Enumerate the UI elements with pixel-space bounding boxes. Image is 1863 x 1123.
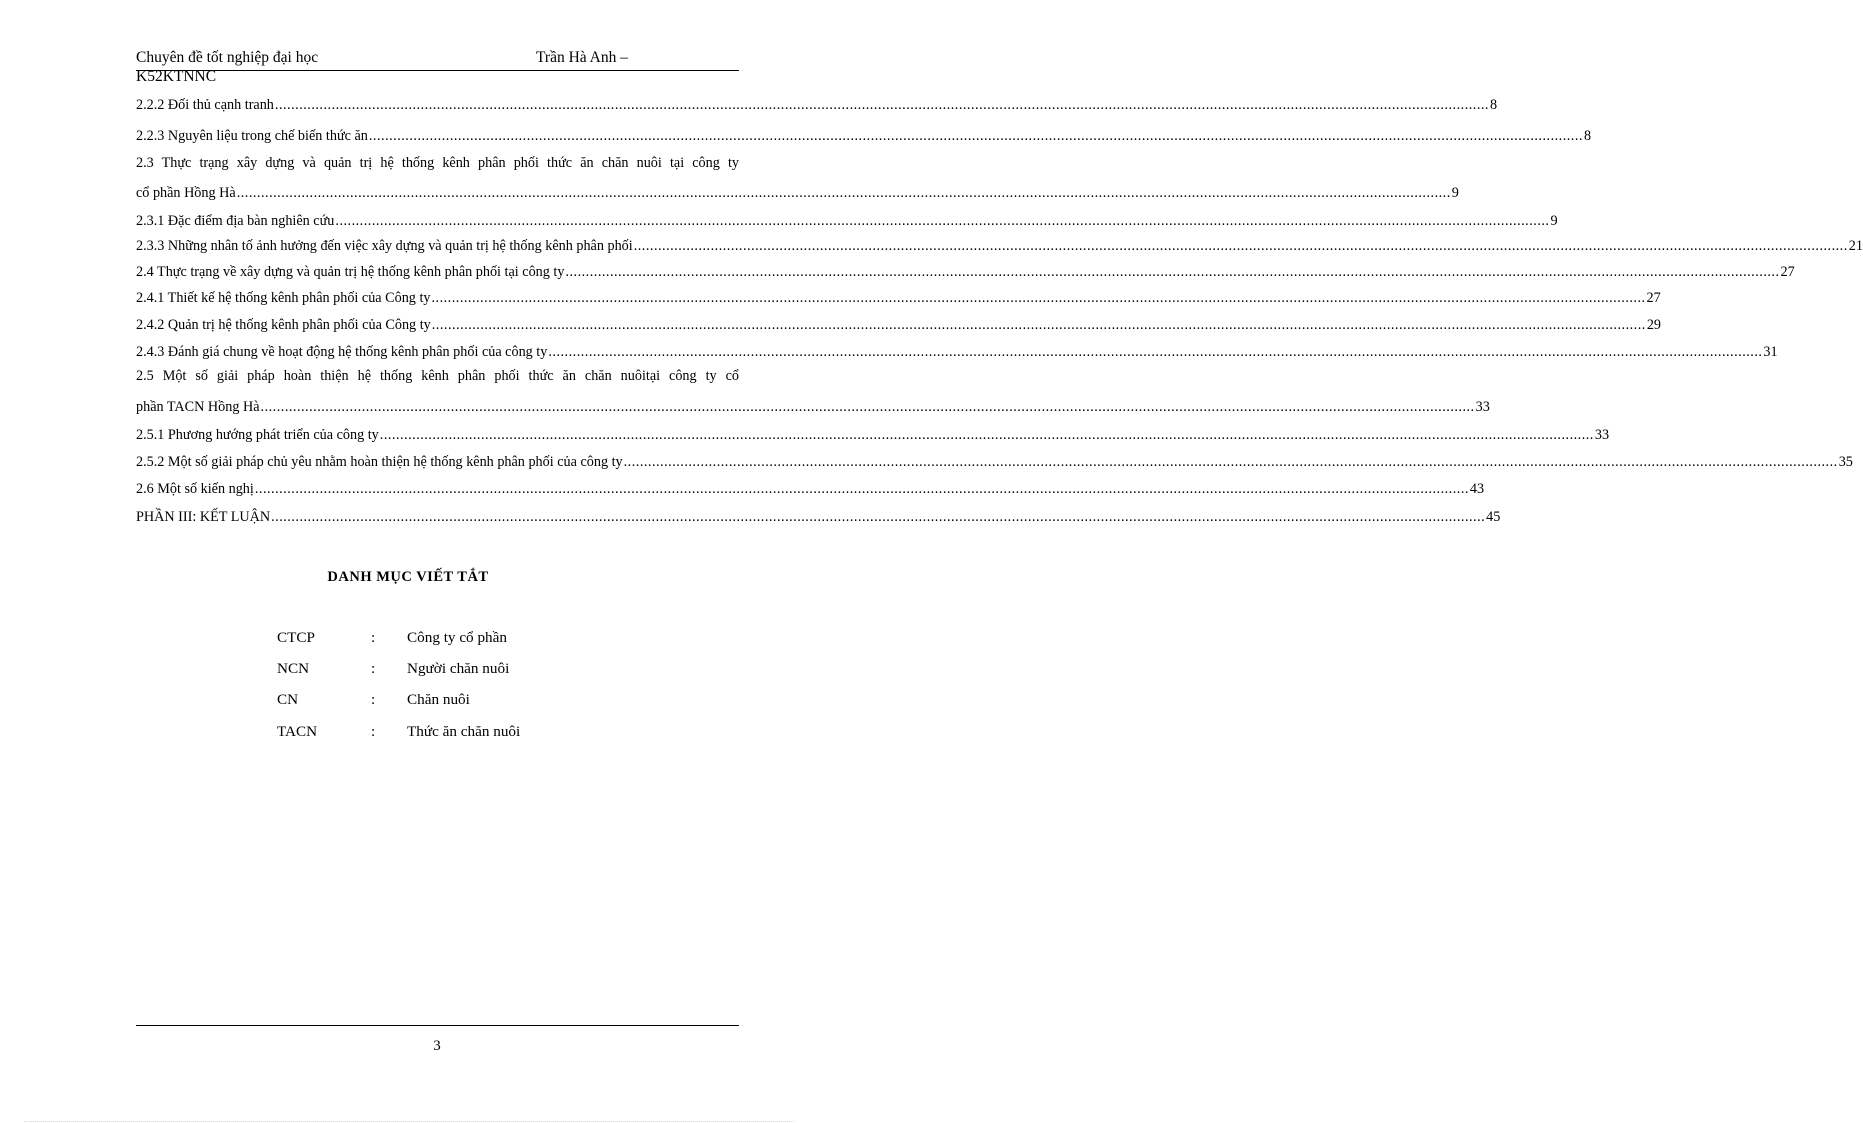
toc-leader-dots: ............................................................................................................................................................................................................................................................................................................ <box>271 509 1486 525</box>
toc-entry-title: 2.5 Một số giải pháp hoàn thiện hệ thống kênh phân phối thức ăn chăn nuôitại công ty cổ <box>136 368 739 384</box>
page-header <box>136 49 738 69</box>
abbreviation-meaning: Công ty cổ phần <box>407 629 507 646</box>
toc-entry[interactable] <box>136 451 1853 471</box>
toc-entry-title: 2.2.3 Nguyên liệu trong chế biến thức ăn <box>136 128 368 144</box>
abbreviation-key: NCN <box>277 660 310 677</box>
toc-leader-dots: ............................................................................................................................................................................................................................................................................................................ <box>335 213 1550 229</box>
toc-entry-title: 2.2.2 Đối thủ cạnh tranh <box>136 97 274 113</box>
toc-entry[interactable] <box>136 182 1459 202</box>
abbreviation-separator: : <box>371 723 376 740</box>
toc-entry[interactable] <box>136 341 1778 361</box>
toc-entry-title: 2.6 Một số kiến nghị <box>136 481 254 497</box>
toc-entry-title: 2.3.3 Những nhân tố ảnh hưởng đến việc xây dựng và quản trị hệ thống kênh phân phối <box>136 238 633 254</box>
header-document-title: Chuyên đề tốt nghiệp đại học <box>136 49 319 66</box>
toc-entry[interactable] <box>136 396 1490 416</box>
toc-entry-title: 2.5.1 Phương hướng phát triển của công ty <box>136 427 379 443</box>
toc-leader-dots: ............................................................................................................................................................................................................................................................................................................ <box>633 238 1848 254</box>
abbreviation-key: CN <box>277 691 299 708</box>
abbreviation-meaning: Thức ăn chăn nuôi <box>407 723 521 740</box>
toc-entry-title: 2.4 Thực trạng về xây dựng và quản trị hệ thống kênh phân phối tại công ty <box>136 264 565 280</box>
toc-leader-dots: ............................................................................................................................................................................................................................................................................................................ <box>260 399 1475 415</box>
abbreviations-title: DANH MỤC VIẾT TẮT <box>327 569 489 585</box>
toc-leader-dots: ............................................................................................................................................................................................................................................................................................................ <box>548 344 1763 360</box>
abbreviation-separator: : <box>371 691 376 708</box>
toc-entry-title: 2.4.1 Thiết kế hệ thống kênh phân phối của Công ty <box>136 290 431 306</box>
toc-entry-title: 2.4.3 Đánh giá chung về hoạt động hệ thống kênh phân phối của công ty <box>136 344 548 360</box>
toc-entry-page: 8 <box>1489 97 1498 113</box>
toc-entry[interactable] <box>136 125 1592 145</box>
abbreviation-key: CTCP <box>277 629 315 646</box>
abbreviation-meaning: Người chăn nuôi <box>407 660 510 677</box>
toc-entry-page: 8 <box>1583 128 1592 144</box>
header-class-code: K52KTNNC <box>136 68 217 85</box>
toc-entry[interactable] <box>136 287 1661 307</box>
toc-entry[interactable] <box>136 368 739 388</box>
toc-entry[interactable] <box>136 235 1863 255</box>
abbreviation-separator: : <box>371 660 376 677</box>
toc-leader-dots: ............................................................................................................................................................................................................................................................................................................ <box>431 290 1646 306</box>
abbreviation-meaning: Chăn nuôi <box>407 691 470 708</box>
toc-leader-dots: ............................................................................................................................................................................................................................................................................................................ <box>274 97 1489 113</box>
toc-entry[interactable] <box>136 155 739 175</box>
toc-entry-page: 27 <box>1646 290 1661 306</box>
header-rule <box>136 70 739 71</box>
toc-leader-dots: ............................................................................................................................................................................................................................................................................................................ <box>236 185 1451 201</box>
toc-leader-dots: ............................................................................................................................................................................................................................................................................................................ <box>254 481 1469 497</box>
toc-entry[interactable] <box>136 478 1485 498</box>
toc-leader-dots: ............................................................................................................................................................................................................................................................................................................ <box>431 317 1646 333</box>
abbreviation-key: TACN <box>277 723 318 740</box>
toc-entry-page: 45 <box>1486 509 1501 525</box>
toc-entry-title: PHẦN III: KẾT LUẬN <box>136 509 271 525</box>
toc-entry-page: 35 <box>1838 454 1853 470</box>
toc-entry-title: 2.5.2 Một số giải pháp chủ yêu nhằm hoàn thiện hệ thống kênh phân phối của công ty <box>136 454 623 470</box>
toc-leader-dots: ............................................................................................................................................................................................................................................................................................................ <box>623 454 1838 470</box>
toc-entry-page: 9 <box>1550 213 1558 229</box>
toc-leader-dots: ............................................................................................................................................................................................................................................................................................................ <box>379 427 1594 443</box>
toc-entry[interactable] <box>136 314 1661 334</box>
toc-entry-title: 2.4.2 Quản trị hệ thống kênh phân phối của Công ty <box>136 317 431 333</box>
toc-entry[interactable] <box>136 94 1498 114</box>
toc-entry-page: 31 <box>1763 344 1778 360</box>
toc-entry-page: 33 <box>1475 399 1490 415</box>
toc-entry-page: 43 <box>1469 481 1485 497</box>
toc-entry-page: 29 <box>1646 317 1661 333</box>
toc-entry-title: phần TACN Hồng Hà <box>136 399 260 415</box>
toc-entry-page: 27 <box>1780 264 1795 280</box>
page-number: 3 <box>433 1038 441 1054</box>
toc-entry-page: 21 <box>1848 238 1863 254</box>
toc-leader-dots: ............................................................................................................................................................................................................................................................................................................ <box>565 264 1780 280</box>
toc-entry-title: 2.3 Thực trạng xây dựng và quản trị hệ thống kênh phân phối thức ăn chăn nuôi tại công ty <box>136 155 739 171</box>
toc-entry[interactable] <box>136 261 1795 281</box>
page-edge <box>24 1121 794 1122</box>
toc-entry-title: cổ phần Hồng Hà <box>136 185 236 201</box>
toc-entry-page: 9 <box>1451 185 1459 201</box>
toc-entry[interactable] <box>136 506 1501 526</box>
toc-entry[interactable] <box>136 210 1558 230</box>
abbreviation-separator: : <box>371 629 376 646</box>
toc-entry[interactable] <box>136 424 1610 444</box>
header-author: Trần Hà Anh – <box>536 49 629 66</box>
toc-leader-dots: ............................................................................................................................................................................................................................................................................................................ <box>368 128 1583 144</box>
toc-entry-title: 2.3.1 Đặc điểm địa bàn nghiên cứu <box>136 213 335 229</box>
toc-entry-page: 33 <box>1594 427 1610 443</box>
footer-rule <box>136 1025 739 1026</box>
